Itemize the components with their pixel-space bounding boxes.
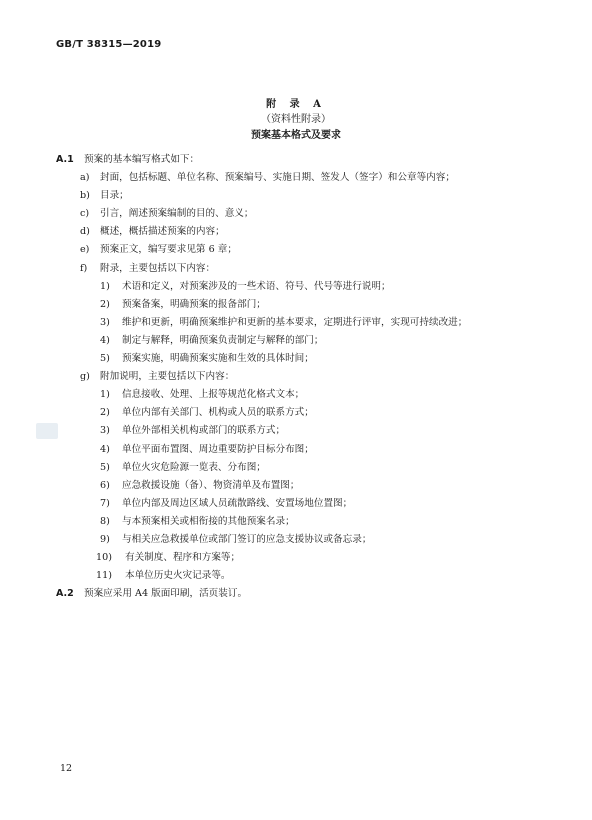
list-item	[0, 241, 592, 259]
item-label: b)	[80, 190, 90, 202]
sub-item-text: 与本预案相关或相衔接的其他预案名录；	[122, 515, 295, 527]
sub-list-item	[0, 386, 592, 404]
sub-item-text: 信息接收、处理、上报等规范化格式文本；	[122, 389, 305, 401]
sub-item-label: 6)	[100, 479, 110, 491]
section-a2	[0, 585, 592, 603]
item-text: 引言，阐述预案编制的目的、意义；	[100, 208, 254, 220]
sub-item-label: 2)	[100, 298, 110, 310]
appendix-subtitle: （资料性附录）	[261, 114, 331, 125]
sub-item-label: 1)	[100, 280, 110, 292]
sub-item-text: 单位外部相关机构或部门的联系方式；	[122, 425, 286, 437]
standard-code: GB/T 38315—2019	[56, 39, 162, 50]
sub-item-label: 1)	[100, 389, 110, 401]
sub-item-text: 与相关应急救援单位或部门签订的应急支援协议或备忘录；	[122, 533, 372, 545]
section-text: 预案的基本编写格式如下：	[84, 154, 200, 165]
sub-item-text: 维护和更新，明确预案维护和更新的基本要求，定期进行评审，实现可持续改进；	[122, 316, 468, 328]
item-text: 附加说明，主要包括以下内容：	[100, 371, 235, 383]
item-text: 封面，包括标题、单位名称、预案编号、实施日期、签发人（签字）和公章等内容；	[100, 172, 455, 184]
sub-list-item	[0, 422, 592, 440]
sub-item-text: 单位内部及周边区域人员疏散路线、安置场地位置图；	[122, 497, 353, 509]
sub-item-label: 11)	[96, 570, 112, 582]
sub-item-text: 预案备案，明确预案的报备部门；	[122, 298, 266, 310]
item-label: f)	[80, 262, 88, 274]
sub-item-text: 有关制度、程序和方案等；	[125, 552, 241, 564]
item-label: g)	[80, 371, 90, 383]
sub-list-item	[0, 495, 592, 513]
list-item	[0, 368, 592, 386]
sub-list-item	[0, 567, 592, 585]
item-label: c)	[80, 208, 90, 220]
appendix-heading: 预案基本格式及要求	[251, 130, 341, 141]
sub-list-item	[0, 314, 592, 332]
sub-list-item	[0, 441, 592, 459]
sub-item-text: 单位平面布置图、周边重要防护目标分布图；	[122, 443, 314, 455]
sub-list-item	[0, 296, 592, 314]
list-item	[0, 187, 592, 205]
sub-list-item	[0, 459, 592, 477]
list-item	[0, 223, 592, 241]
list-item	[0, 205, 592, 223]
section-number: A.2	[56, 588, 74, 600]
list-item	[0, 260, 592, 278]
sub-item-label: 5)	[100, 353, 110, 365]
sub-item-label: 3)	[100, 316, 110, 328]
sub-item-label: 3)	[100, 425, 110, 437]
item-text: 概述，概括描述预案的内容；	[100, 226, 225, 238]
sub-item-text: 单位火灾危险源一览表、分布图；	[122, 461, 266, 473]
item-label: d)	[80, 226, 90, 238]
list-item	[0, 169, 592, 187]
sub-item-label: 2)	[100, 407, 110, 419]
sub-list-item	[0, 477, 592, 495]
sub-list-item	[0, 332, 592, 350]
sub-item-text: 制定与解释，明确预案负责制定与解释的部门；	[122, 334, 324, 346]
sub-list-item	[0, 350, 592, 368]
sub-list-item	[0, 549, 592, 567]
sub-item-text: 单位内部有关部门、机构或人员的联系方式；	[122, 407, 314, 419]
page-number: 12	[60, 763, 73, 774]
section-number: A.1	[56, 154, 74, 165]
sub-list-item	[0, 531, 592, 549]
sub-item-label: 5)	[100, 461, 110, 473]
document-body	[0, 151, 592, 603]
sub-list-item	[0, 513, 592, 531]
appendix-title: 附 录 A	[266, 99, 326, 110]
item-text: 目录；	[100, 190, 129, 202]
sub-item-label: 9)	[100, 533, 110, 545]
item-text: 预案正文，编写要求见第 6 章；	[100, 244, 237, 256]
sub-item-label: 8)	[100, 515, 110, 527]
sub-item-label: 4)	[100, 334, 110, 346]
sub-item-label: 7)	[100, 497, 110, 509]
sub-list-item	[0, 278, 592, 296]
sub-list-item	[0, 404, 592, 422]
item-text: 附录，主要包括以下内容：	[100, 262, 216, 274]
item-label: e)	[80, 244, 90, 256]
sub-item-text: 本单位历史火灾记录等。	[125, 570, 231, 582]
sub-item-label: 4)	[100, 443, 110, 455]
section-text: 预案应采用 A4 版面印刷，活页装订。	[84, 588, 248, 600]
sub-item-text: 预案实施，明确预案实施和生效的具体时间；	[122, 353, 314, 365]
scan-watermark	[36, 423, 58, 439]
item-label: a)	[80, 172, 90, 184]
sub-item-text: 应急救援设施（备）、物资清单及布置图；	[122, 479, 300, 491]
section-a1	[0, 151, 592, 169]
sub-item-text: 术语和定义，对预案涉及的一些术语、符号、代号等进行说明；	[122, 280, 391, 292]
sub-item-label: 10)	[96, 552, 112, 564]
